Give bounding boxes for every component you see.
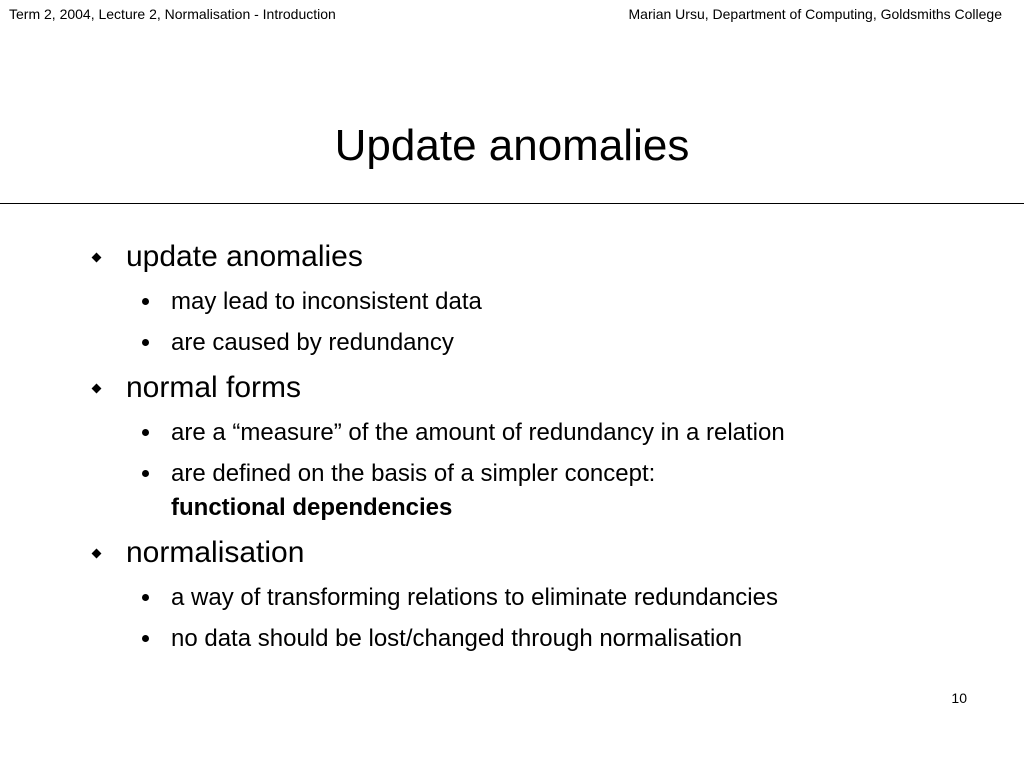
diamond-bullet-icon [92, 384, 102, 394]
sub-bullet: are defined on the basis of a simpler concept: [171, 460, 656, 487]
dot-bullet-icon [142, 429, 149, 436]
bullet-normalisation: normalisation [126, 536, 305, 569]
page-number: 10 [951, 690, 967, 706]
dot-bullet-icon [142, 594, 149, 601]
dot-bullet-icon [142, 298, 149, 305]
sub-bullet: are caused by redundancy [171, 329, 454, 356]
dot-bullet-icon [142, 339, 149, 346]
slide-title: Update anomalies [334, 121, 690, 170]
dot-bullet-icon [142, 635, 149, 642]
header-right: Marian Ursu, Department of Computing, Goldsmiths College [628, 6, 1002, 22]
sub-bullet: no data should be lost/changed through normalisation [171, 625, 743, 652]
sub-bullet-continuation-bold: functional dependencies [171, 494, 453, 521]
header-left: Term 2, 2004, Lecture 2, Normalisation - Introduction [9, 6, 336, 22]
diamond-bullet-icon [92, 549, 102, 559]
bullet-update-anomalies: update anomalies [126, 240, 363, 273]
diamond-bullet-icon [92, 253, 102, 263]
bullet-normal-forms: normal forms [126, 371, 302, 404]
sub-bullet: are a “measure” of the amount of redundancy in a relation [171, 419, 785, 446]
sub-bullet: a way of transforming relations to eliminate redundancies [171, 584, 778, 611]
dot-bullet-icon [142, 470, 149, 477]
sub-bullet: may lead to inconsistent data [171, 288, 482, 315]
